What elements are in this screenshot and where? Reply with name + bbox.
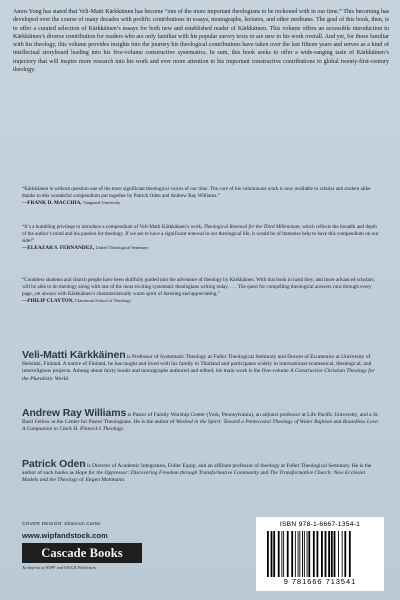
endorser-affiliation: Claremont School of Theology: [75, 297, 131, 303]
bio-text: and: [332, 419, 343, 426]
endorsement-macchia: [22, 186, 380, 207]
endorser-affiliation: Vanguard University: [83, 199, 121, 205]
bio-oden: [22, 458, 382, 485]
endorsement-text: “It’s a humbling privilege to introduce a compendium of Veli-Matti Kärkkäinen’s work,: [22, 224, 204, 230]
endorsement-attribution: [22, 298, 380, 305]
bio-karkkainen: [22, 349, 382, 383]
endorser-name: —PHILIP CLAYTON,: [22, 297, 74, 304]
bio-text: and: [258, 470, 270, 477]
bio-book-title: The Transformative Church: New Ecclesial Models and the Theology of Jürgen Moltmann.: [22, 470, 366, 484]
publisher-website: www.wipfandstock.com: [22, 531, 108, 540]
endorsement-clayton: [22, 277, 380, 305]
bio-text: is Professor of Systematic Theology at Fuller Theological Seminary and Docent of Ecumenics at University of Helsinki, Finland. A native of Finland, he has taught and lived with his family in Thailand and participates widely in international ecumenical, theological, and interreligious projects. Among about thirty books and monographs authored and edited, his main work is the five-volume: [22, 354, 372, 375]
bio-book-title: Washed in the Spirit: Toward a Pentecostal Theology of Water Baptism: [175, 419, 333, 426]
barcode-icon: [266, 531, 374, 577]
bio-book-title: A Constructive Christian Theology for the Pluralistic World.: [22, 368, 375, 382]
bio-williams: [22, 407, 382, 434]
book-description: Amos Yong has stated that Veli-Matti Kärkkäinen has become “one of the more important theologians to be reckoned with in our time.” This becoming has developed over the course of many decades with prolific contributions in essays, monographs, lectures, and other mediums. The goal of this book, then, is to offer a curated selection of Kärkkäinen’s essays for both new and established reader of Kärkkäinen. This volume offers an accessible introduction to Kärkkäinen’s diverse contribution for readers who are only familiar with his popular survey texts or are new to his work overall. And yet, for those familiar with his theology, this volume provides insights into the journey his theological contributions have taken over the last fifteen years and serves as a kind of intellectual storyboard leading into his five-volume constructive systematics. In sum, this book seeks to offer a wide-ranging taste of Kärkkäinen’s trajectory that will inspire more research into his work and ever more attention to his important constructive contributions to global twenty-first-century theology.: [13, 9, 389, 73]
endorsement-text: “Kärkkäinen is without question one of the most significant theological voices of our time. The core of his voluminous work is now available to scholar and student alike thanks to this wonderful compendium put together by Patrick Oden and Andrew Ray Williams.”: [22, 186, 371, 199]
endorser-affiliation: United Theological Seminary: [95, 244, 149, 250]
bio-book-title: Boundless Love: A Companion to Clark H. Pinnock’s Theology.: [22, 419, 380, 433]
publisher-imprint: An Imprint of WIPF and STOCK Publishers: [22, 565, 96, 570]
publisher-logo: Cascade Books: [22, 543, 142, 563]
isbn-label: ISBN 978-1-6667-1354-1: [279, 521, 361, 528]
endorser-name: —ELEAZAR S. FERNANDEZ,: [22, 244, 95, 251]
author-name: Patrick Oden: [22, 458, 86, 470]
endorsement-attribution: [22, 245, 380, 252]
bio-text: is Pastor of Family Worship Center (York, Pennsylvania), an adjunct professor at Life Pacific University, and a St. Basil Fellow at the Center for Pastor Theologians. He is the author of: [22, 412, 379, 426]
author-name: Andrew Ray Williams: [22, 407, 127, 419]
bio-book-title: Hope for the Oppressor: Discovering Freedom through Transformative Community: [75, 470, 259, 477]
endorsement-fernandez: [22, 224, 380, 252]
barcode-digits: 9 781666 713541: [283, 577, 357, 586]
endorsement-text: , which reflects the breadth and depth of the author’s mind and his passion for theology. If we are to have a significant renewal in our theological life, it would be of immense help to have this compendium on our side!”: [22, 224, 379, 244]
endorsement-text: “Countless students and church people have been skillfully guided into the adventure of theology by Kärkkäinen. With this book in hand they, and more advanced scholars, will be able to do theology along with one of the most exciting systematic theologians writing today. . . . The quest for compelling theological answers runs through every page, yet always with Kärkkäinen’s characteristically warm spirit of listening and appreciating.”: [22, 277, 375, 297]
barcode-panel: [256, 517, 384, 591]
book-title-italic: Theological Renewal for the Third Millennium: [203, 224, 300, 230]
endorsement-attribution: [22, 200, 380, 207]
bio-text: is Director of Academic Integration, Fuller Equip, and an affiliate professor of theology at Fuller Theological Seminary. He is the author of such books as: [22, 463, 372, 477]
cover-design-credit: COVER DESIGN: Shannon Carter: [22, 522, 101, 527]
author-name: Veli-Matti Kärkkäinen: [22, 349, 126, 361]
endorser-name: —FRANK D. MACCHIA,: [22, 199, 82, 206]
